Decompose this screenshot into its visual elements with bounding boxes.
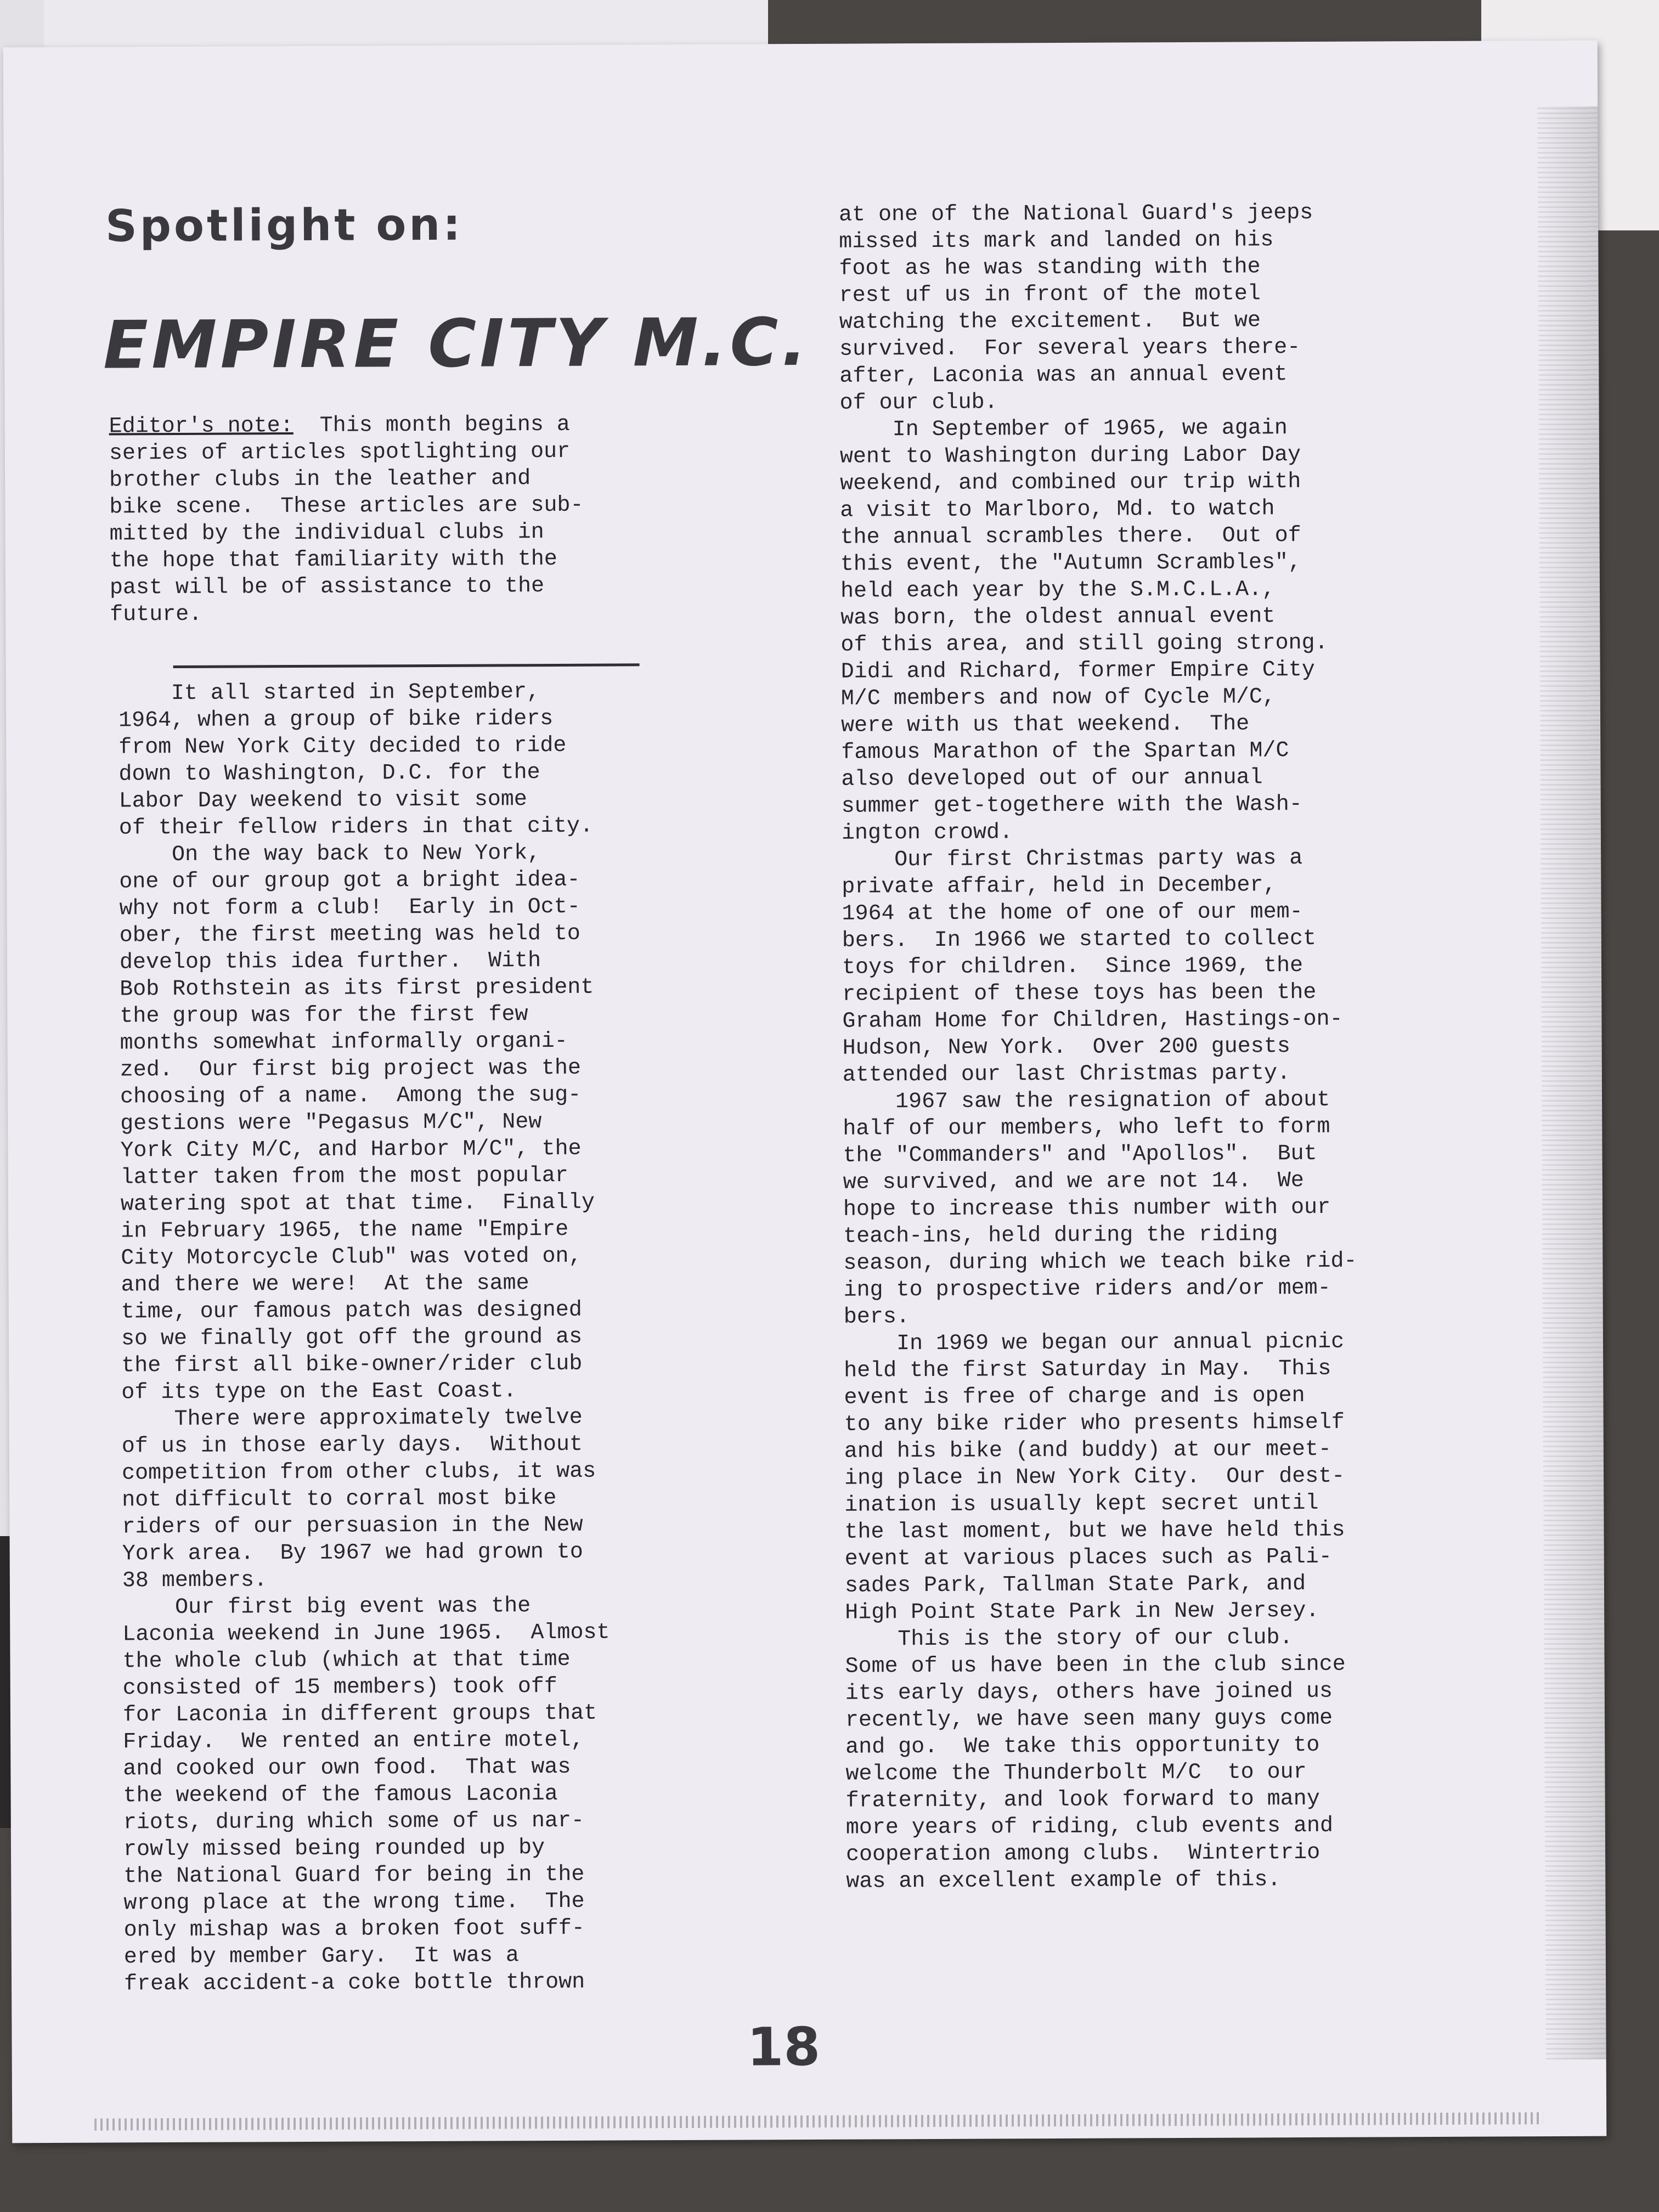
- editor-note-body: series of articles spotlighting our brother clubs in the leather and bike scene. These articles are sub- mitted by the individual clubs in the hope that familiarity with the past will be of assistance to the future.: [109, 439, 584, 628]
- photocopy-bottom-band: [94, 2112, 1543, 2131]
- article-column-right: at one of the National Guard's jeeps missed its mark and landed on his foot as he was standing with the rest uf us in front of the motel watching the excitement. But we survived. For several years there- after, Laconia was an annual event of our club. In September of 1965, we again went to Washington during Labor Day weekend, and combined our trip with a visit to Marlboro, Md. to watch the annual scrambles there. Out of this event, the "Autumn Scrambles", held each year by the S.M.C.L.A., was born, the oldest annual event of this area, and still going strong. Didi and Richard, former Empire City M/C members and now of Cycle M/C, were with us that weekend. The famous Marathon of the Spartan M/C also developed out of our annual summer get-togethere with the Wash- ington crowd. Our first Christmas party was a private affair, held in December, 1964 at the home of one of our mem- bers. In 1966 we started to collect toys for children. Since 1969, the recipient of these toys has been the Graham Home for Children, Hastings-on- Hudson, New York. Over 200 guests attended our last Christmas party. 1967 saw the resignation of about half of our members, who left to form the "Commanders" and "Apollos". But we survived, and we are not 14. We hope to increase this number with our teach-ins, held during the riding season, during which we teach bike rid- ing to prospective riders and/or mem- bers. In 1969 we began our annual picnic held the first Saturday in May. This event is free of charge and is open to any bike rider who presents himself and his bike (and buddy) at our meet- ing place in New York City. Our dest- ination is usually kept secret until the last moment, but we have held this event at various places such as Pali- sades Park, Tallman State Park, and High Point State Park in New Jersey. This is the story of our club. Some of us have been in the club since its early days, others have joined us recently, we have seen many guys come and go. We take this opportunity to welcome the Thunderbolt M/C to our fraternity, and look forward to many more years of riding, club events and cooperation among clubs. Wintertrio was an excellent example of this.: [838, 200, 1357, 1894]
- page-number: 18: [747, 2016, 821, 2078]
- section-divider: [173, 663, 640, 668]
- newsletter-page: [3, 41, 1607, 2143]
- article-column-left: It all started in September, 1964, when a group of bike riders from New York City decided to ride down to Washington, D.C. for the Labor Day weekend to visit some of their fellow riders in that city. On the way back to New York, one of our group got a bright idea- why not form a club! Early in Oct- ober, the first meeting was held to develop this idea further. With Bob Rothstein as its first president the group was for the first few months somewhat informally organi- zed. Our first big project was the choosing of a name. Among the sug- gestions were "Pegasus M/C", New York City M/C, and Harbor M/C", the latter taken from the most popular watering spot at that time. Finally in February 1965, the name "Empire City Motorcycle Club" was voted on, and there we were! At the same time, our famous patch was designed so we finally got off the ground as the first all bike-owner/rider club of its type on the East Coast. There were approximately twelve of us in those early days. Without competition from other clubs, it was not difficult to corral most bike riders of our persuasion in the New York area. By 1967 we had grown to 38 members. Our first big event was the Laconia weekend in June 1965. Almost the whole club (which at that time consisted of 15 members) took off for Laconia in different groups that Friday. We rented an entire motel, and cooked our own food. That was the weekend of the famous Laconia riots, during which some of us nar- rowly missed being rounded up by the National Guard for being in the wrong place at the wrong time. The only mishap was a broken foot suff- ered by member Gary. It was a freak accident-a coke bottle thrown: [118, 680, 610, 1997]
- editor-note-label: Editor's note:: [109, 414, 294, 439]
- kicker-heading: Spotlight on:: [105, 199, 464, 252]
- editor-note-first-line: This month begins a: [293, 412, 570, 439]
- editor-note: [109, 411, 584, 629]
- photocopy-edge-noise: [1537, 106, 1606, 2059]
- article-headline: EMPIRE CITY M.C.: [103, 304, 810, 384]
